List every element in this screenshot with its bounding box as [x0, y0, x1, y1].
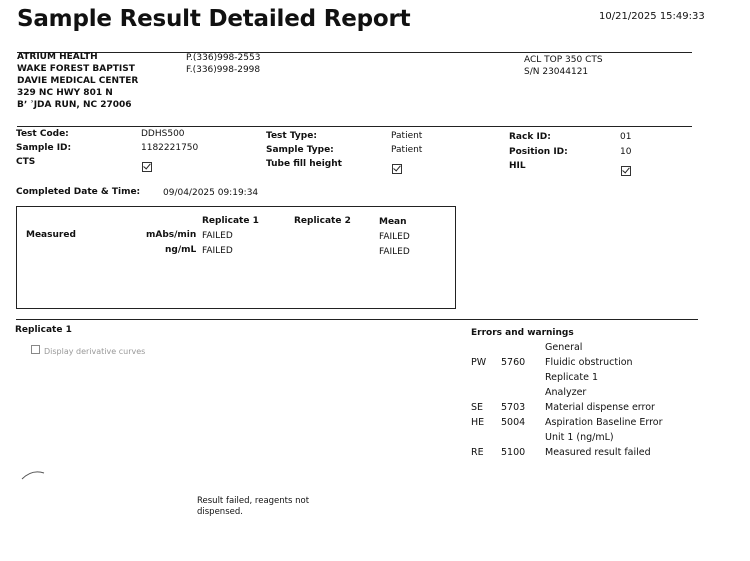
- test-type-label: Test Type:: [266, 131, 317, 141]
- tube-fill-checkbox: [392, 164, 402, 174]
- error-description: Aspiration Baseline Error: [545, 417, 663, 428]
- section-rule: [16, 319, 698, 320]
- replicate-title: Replicate 1: [15, 325, 72, 335]
- display-curves-checkbox[interactable]: [31, 345, 40, 354]
- test-code-label: Test Code:: [16, 129, 69, 139]
- errors-title: Errors and warnings: [471, 328, 574, 338]
- address-line: ATRIUM HEALTH: [17, 52, 98, 62]
- error-number: 5004: [501, 417, 526, 428]
- report-timestamp: 10/21/2025 15:49:33: [599, 11, 705, 22]
- error-number: 5100: [501, 447, 526, 458]
- completed-label: Completed Date & Time:: [16, 187, 141, 197]
- sample-id-label: Sample ID:: [16, 143, 72, 153]
- lab-fax: F.(336)998-2998: [186, 65, 261, 75]
- error-number: 5760: [501, 357, 526, 368]
- display-curves-label: Display derivative curves: [44, 347, 146, 356]
- lab-address: [17, 51, 138, 111]
- hil-label: HIL: [509, 161, 526, 171]
- note-line: Result failed, reagents not: [197, 496, 310, 506]
- error-description: Analyzer: [545, 387, 587, 398]
- error-description: General: [545, 342, 583, 353]
- curve-icon: [20, 468, 50, 482]
- hil-checkbox: [621, 166, 631, 176]
- display-curves-option[interactable]: [31, 339, 145, 358]
- note-line: dispensed.: [197, 507, 243, 517]
- error-description: Material dispense error: [545, 402, 655, 413]
- address-line: 329 NC HWY 801 N: [17, 88, 113, 98]
- section-rule: [17, 126, 692, 127]
- position-id-label: Position ID:: [509, 147, 568, 157]
- test-type-value: Patient: [391, 131, 423, 141]
- result-cell: FAILED: [379, 232, 410, 242]
- error-code: RE: [471, 447, 484, 458]
- error-code: SE: [471, 402, 484, 413]
- replicate-note: [197, 496, 309, 518]
- cts-label: CTS: [16, 157, 36, 167]
- result-cell: FAILED: [202, 231, 233, 241]
- lab-phone: P.(336)998-2553: [186, 53, 261, 63]
- replicate-2-header: Replicate 2: [294, 216, 351, 226]
- test-code-value: DDHS500: [141, 129, 185, 139]
- lab-contact: [186, 52, 260, 76]
- sample-type-value: Patient: [391, 145, 423, 155]
- result-cell: FAILED: [202, 246, 233, 256]
- error-description: Measured result failed: [545, 447, 651, 458]
- report-title: Sample Result Detailed Report: [17, 6, 411, 32]
- result-cell: FAILED: [379, 247, 410, 257]
- error-number: 5703: [501, 402, 526, 413]
- completed-value: 09/04/2025 09:19:34: [163, 188, 259, 198]
- tube-fill-label: Tube fill height: [266, 159, 342, 169]
- unit-label: mAbs/min: [146, 230, 197, 240]
- error-code: HE: [471, 417, 485, 428]
- error-description: Fluidic obstruction: [545, 357, 633, 368]
- rack-id-value: 01: [620, 132, 632, 142]
- replicate-1-header: Replicate 1: [202, 216, 259, 226]
- sample-id-value: 1182221750: [141, 143, 199, 153]
- unit-label: ng/mL: [165, 245, 197, 255]
- address-line: DAVIE MEDICAL CENTER: [17, 76, 139, 86]
- address-line: Bʼ ʾJDA RUN, NC 27006: [17, 100, 132, 110]
- instrument-info: [524, 54, 603, 78]
- position-id-value: 10: [620, 147, 632, 157]
- rack-id-label: Rack ID:: [509, 132, 551, 142]
- instrument-serial: S/N 23044121: [524, 67, 589, 77]
- error-description: Replicate 1: [545, 372, 599, 383]
- error-code: PW: [471, 357, 487, 368]
- address-line: WAKE FOREST BAPTIST: [17, 64, 135, 74]
- errors-list: [471, 341, 731, 461]
- error-description: Unit 1 (ng/mL): [545, 432, 614, 443]
- sample-type-label: Sample Type:: [266, 145, 334, 155]
- cts-checkbox: [142, 162, 152, 172]
- mean-header: Mean: [379, 217, 407, 227]
- measured-label: Measured: [26, 230, 76, 240]
- instrument-name: ACL TOP 350 CTS: [524, 55, 603, 65]
